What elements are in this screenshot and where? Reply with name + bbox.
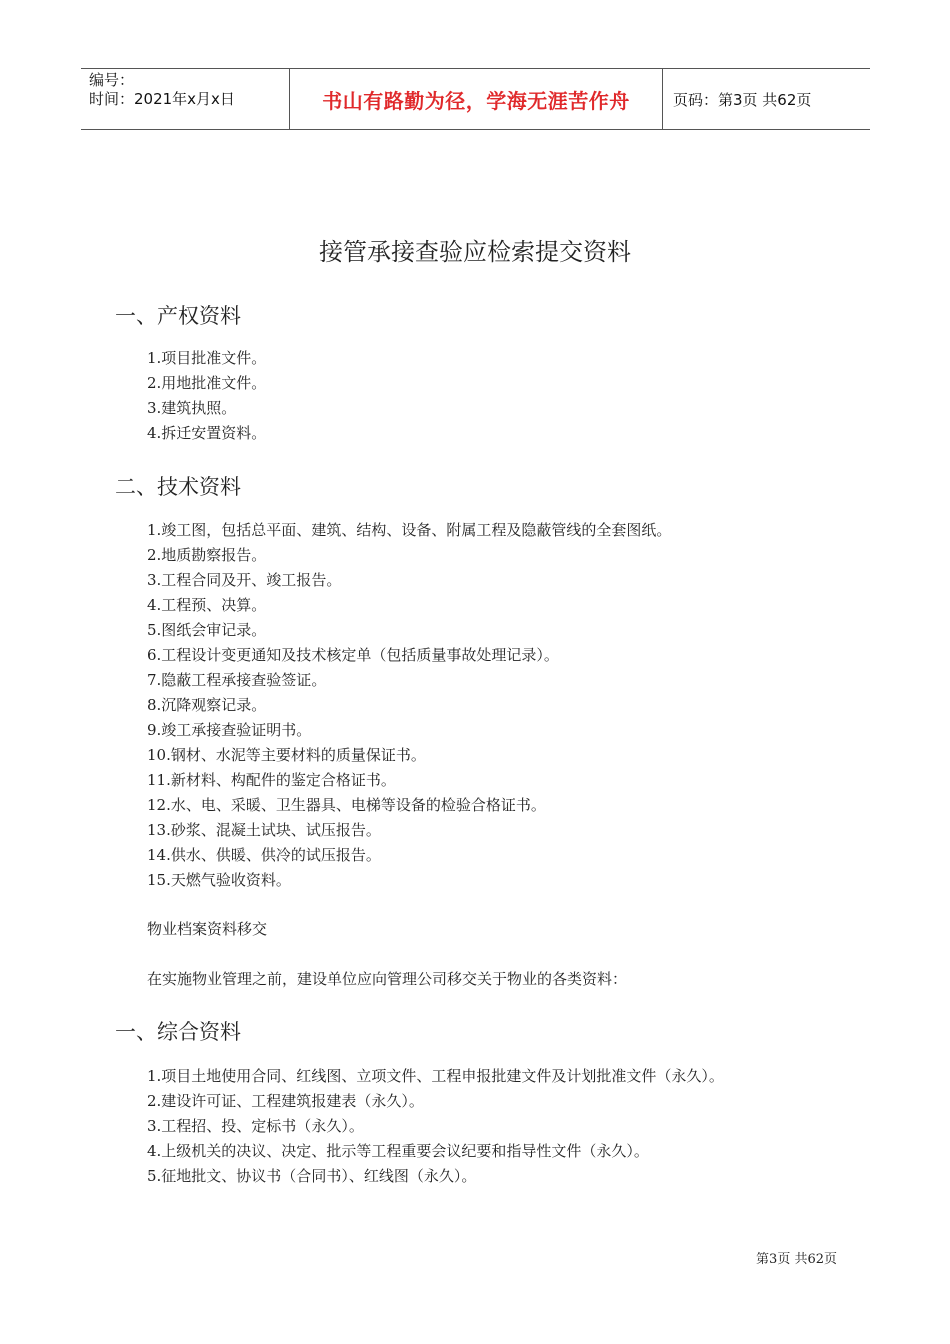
- list-item: 8.沉降观察记录。: [147, 696, 267, 714]
- list-item: 14.供水、供暖、供冷的试压报告。: [147, 846, 381, 864]
- list-item: 12.水、电、采暖、卫生器具、电梯等设备的检验合格证书。: [147, 796, 546, 814]
- list-item: 1.项目土地使用合同、红线图、立项文件、工程申报批建文件及计划批准文件（永久）。: [147, 1067, 724, 1085]
- footer-page-info: 第3页 共62页: [756, 1252, 837, 1267]
- list-item: 3.工程招、投、定标书（永久）。: [147, 1117, 364, 1135]
- paragraph-intro: 在实施物业管理之前，建设单位应向管理公司移交关于物业的各类资料：: [147, 970, 628, 988]
- header-meta: [81, 69, 290, 129]
- number-label: 编号：: [89, 71, 135, 89]
- list-item: 2.用地批准文件。: [147, 374, 267, 392]
- paragraph-archive-transfer: 物业档案资料移交: [147, 920, 268, 938]
- page-header: [81, 68, 870, 130]
- list-item: 9.竣工承接查验证明书。: [147, 721, 312, 739]
- section-heading-technical: 二、技术资料: [115, 475, 241, 499]
- list-item: 7.隐蔽工程承接查验签证。: [147, 671, 327, 689]
- list-item: 4.工程预、决算。: [147, 596, 267, 614]
- list-item: 5.图纸会审记录。: [147, 621, 267, 639]
- property-items-list: [147, 346, 266, 446]
- section-heading-property: 一、产权资料: [115, 304, 241, 328]
- list-item: 4.上级机关的决议、决定、批示等工程重要会议纪要和指导性文件（永久）。: [147, 1142, 649, 1160]
- time-label: 时间：2021年x月x日: [89, 90, 235, 108]
- list-item: 10.钢材、水泥等主要材料的质量保证书。: [147, 746, 426, 764]
- list-item: 2.地质勘察报告。: [147, 546, 267, 564]
- technical-items-list: [147, 518, 671, 893]
- list-item: 1.竣工图，包括总平面、建筑、结构、设备、附属工程及隐蔽管线的全套图纸。: [147, 521, 672, 539]
- header-page-info: 页码：第3页 共62页: [673, 90, 812, 109]
- list-item: 5.征地批文、协议书（合同书）、红线图（永久）。: [147, 1167, 477, 1185]
- list-item: 3.工程合同及开、竣工报告。: [147, 571, 342, 589]
- list-item: 15.天燃气验收资料。: [147, 871, 291, 889]
- list-item: 2.建设许可证、工程建筑报建表（永久）。: [147, 1092, 424, 1110]
- list-item: 1.项目批准文件。: [147, 349, 267, 367]
- list-item: 6.工程设计变更通知及技术核定单（包括质量事故处理记录）。: [147, 646, 559, 664]
- document-title: 接管承接查验应检索提交资料: [319, 238, 631, 266]
- list-item: 4.拆迁安置资料。: [147, 424, 267, 442]
- list-item: 3.建筑执照。: [147, 399, 237, 417]
- section-heading-general: 一、综合资料: [115, 1020, 241, 1044]
- general-items-list: [147, 1064, 724, 1189]
- header-motto: 书山有路勤为径，学海无涯苦作舟: [290, 69, 663, 129]
- list-item: 13.砂浆、混凝土试块、试压报告。: [147, 821, 381, 839]
- list-item: 11.新材料、构配件的鉴定合格证书。: [147, 771, 396, 789]
